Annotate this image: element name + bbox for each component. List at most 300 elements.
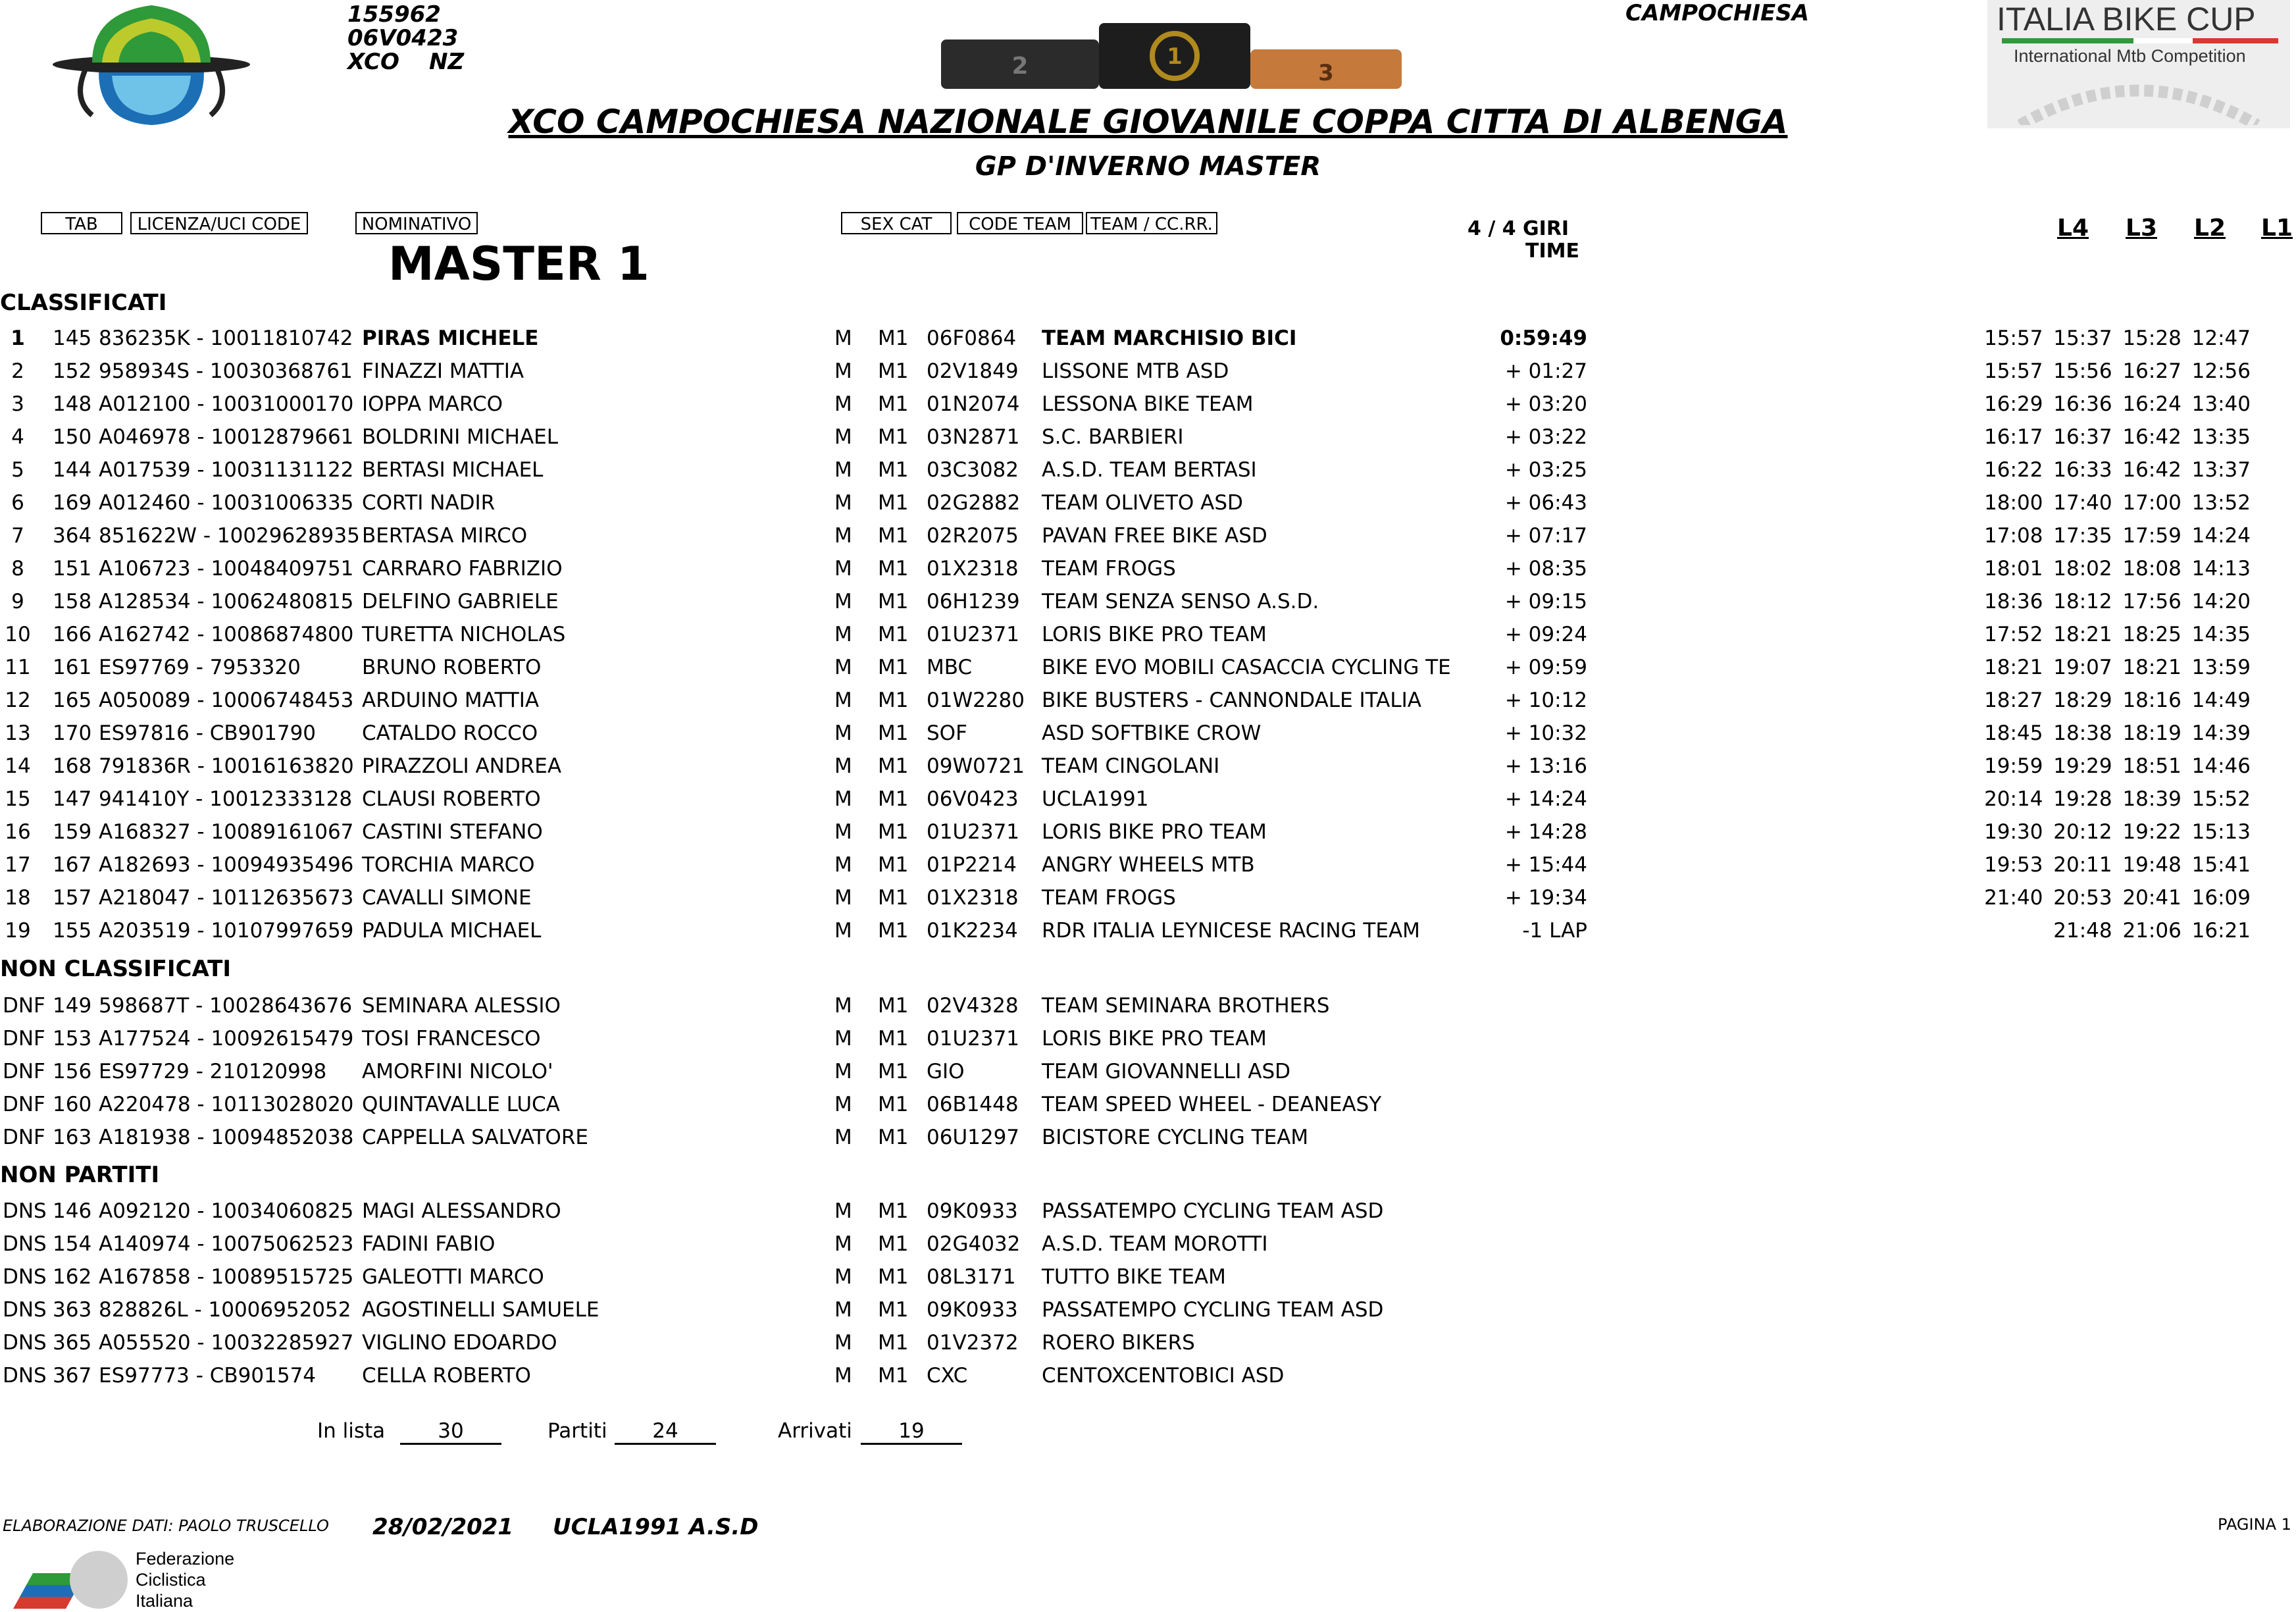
- category: M1: [878, 1265, 909, 1289]
- license-code: A106723 - 10048409751: [99, 557, 354, 581]
- sex: M: [834, 1027, 852, 1051]
- table-row: [0, 914, 2296, 947]
- col-time: TIME: [1525, 240, 1579, 263]
- team-name: S.C. BARBIERI: [1042, 425, 1184, 449]
- col-sex-cat: SEX CAT: [841, 212, 952, 234]
- rider-name: BERTASA MIRCO: [362, 524, 528, 548]
- team-name: ROERO BIKERS: [1042, 1331, 1195, 1355]
- license-code: ES97729 - 210120998: [99, 1060, 327, 1083]
- rider-name: CAVALLI SIMONE: [362, 886, 532, 910]
- lap-times: 21:40 20:53 20:41 16:09: [1984, 886, 2251, 910]
- category: M1: [878, 721, 909, 745]
- race-time: 0:59:49: [1500, 326, 1587, 350]
- license-code: A140974 - 10075062523: [99, 1232, 354, 1256]
- bib-number: 168: [53, 754, 92, 778]
- sex: M: [834, 1265, 852, 1289]
- rider-name: CATALDO ROCCO: [362, 721, 538, 745]
- table-row: [0, 454, 2296, 486]
- table-row: [0, 618, 2296, 651]
- team-code: 01K2234: [927, 919, 1018, 943]
- rider-name: FINAZZI MATTIA: [362, 359, 524, 383]
- rank: DNS: [3, 1331, 47, 1355]
- rider-name: FADINI FABIO: [362, 1232, 496, 1256]
- category: M1: [878, 1093, 909, 1116]
- bib-number: 152: [53, 359, 92, 383]
- rank: 18: [5, 886, 31, 910]
- logo-right-sub: International Mtb Competition: [2014, 46, 2246, 66]
- team-code: 09K0933: [927, 1199, 1018, 1223]
- lap-times: 16:29 16:36 16:24 13:40: [1984, 392, 2251, 416]
- team-name: TEAM GIOVANNELLI ASD: [1042, 1060, 1291, 1083]
- category: M1: [878, 326, 909, 350]
- sex: M: [834, 1364, 852, 1388]
- rider-name: TORCHIA MARCO: [362, 853, 535, 877]
- table-row: [0, 1326, 2296, 1359]
- category: M1: [878, 886, 909, 910]
- table-row: [0, 783, 2296, 816]
- bib-number: 149: [53, 994, 92, 1018]
- bib-number: 147: [53, 787, 92, 811]
- sex: M: [834, 524, 852, 548]
- rank: 19: [5, 919, 31, 943]
- rider-name: BOLDRINI MICHAEL: [362, 425, 559, 449]
- rank: 4: [11, 425, 24, 449]
- license-code: ES97773 - CB901574: [99, 1364, 317, 1388]
- rank: 11: [5, 656, 31, 679]
- sex: M: [834, 1093, 852, 1116]
- table-row: [0, 552, 2296, 585]
- rider-name: IOPPA MARCO: [362, 392, 503, 416]
- section-not-started: NON PARTITI: [0, 1162, 160, 1188]
- svg-text:3: 3: [1318, 60, 1334, 86]
- rider-name: ARDUINO MATTIA: [362, 689, 540, 712]
- table-row: [0, 1293, 2296, 1326]
- team-code: SOF: [927, 721, 967, 745]
- bib-number: 151: [53, 557, 92, 581]
- race-time: + 09:15: [1504, 590, 1587, 613]
- race-time: -1 LAP: [1522, 919, 1587, 943]
- col-giri: 4 / 4 GIRI: [1467, 217, 1569, 240]
- team-name: TUTTO BIKE TEAM: [1042, 1265, 1226, 1289]
- team-code: 01V2372: [927, 1331, 1019, 1355]
- team-name: ANGRY WHEELS MTB: [1042, 853, 1255, 877]
- category: M1: [878, 656, 909, 679]
- rider-name: CAPPELLA SALVATORE: [362, 1126, 588, 1149]
- race-time: + 09:24: [1504, 623, 1587, 646]
- sex: M: [834, 919, 852, 943]
- table-row: [0, 1055, 2296, 1088]
- table-row: [0, 750, 2296, 783]
- table-row: [0, 1088, 2296, 1121]
- col-lap-3: L3: [2126, 215, 2157, 242]
- rank: 14: [5, 754, 31, 778]
- lap-times: 19:53 20:11 19:48 15:41: [1984, 853, 2251, 877]
- table-row: [0, 355, 2296, 388]
- sex: M: [834, 1060, 852, 1083]
- rank: DNF: [3, 994, 45, 1018]
- in-lista-label: In lista: [317, 1419, 386, 1443]
- bib-number: 154: [53, 1232, 92, 1256]
- arrivati-label: Arrivati: [778, 1419, 852, 1443]
- license-code: A177524 - 10092615479: [99, 1027, 354, 1051]
- category: M1: [878, 1364, 909, 1388]
- rank: DNS: [3, 1265, 47, 1289]
- race-title: XCO CAMPOCHIESA NAZIONALE GIOVANILE COPPA CITTA DI ALBENGA: [508, 103, 1788, 141]
- team-code: 08L3171: [927, 1265, 1016, 1289]
- event-code: 155962: [347, 1, 441, 28]
- bib-number: 166: [53, 623, 92, 646]
- footer-date: 28/02/2021: [372, 1514, 514, 1540]
- team-name: TEAM SEMINARA BROTHERS: [1042, 994, 1330, 1018]
- bib-number: 367: [53, 1364, 92, 1388]
- category: M1: [878, 491, 909, 515]
- rank: DNF: [3, 1126, 45, 1149]
- sex: M: [834, 721, 852, 745]
- bib-number: 153: [53, 1027, 92, 1051]
- sex: M: [834, 886, 852, 910]
- team-name: PAVAN FREE BIKE ASD: [1042, 524, 1267, 548]
- bib-number: 158: [53, 590, 92, 613]
- team-code: 02R2075: [927, 524, 1019, 548]
- team-code: 09W0721: [927, 754, 1025, 778]
- fci-logo-icon: [7, 1547, 138, 1610]
- sex: M: [834, 1126, 852, 1149]
- race-time: + 03:25: [1504, 458, 1587, 482]
- table-row: [0, 1121, 2296, 1154]
- bib-number: 161: [53, 656, 92, 679]
- team-code: 01P2214: [927, 853, 1017, 877]
- license-code: 958934S - 10030368761: [99, 359, 353, 383]
- col-name: NOMINATIVO: [355, 212, 478, 234]
- rider-name: CASTINI STEFANO: [362, 820, 543, 844]
- discipline: XCO: [347, 49, 399, 75]
- team-code: 02V1849: [927, 359, 1019, 383]
- license-code: A220478 - 10113028020: [99, 1093, 354, 1116]
- category: M1: [878, 787, 909, 811]
- rider-name: PADULA MICHAEL: [362, 919, 542, 943]
- rider-name: PIRAS MICHELE: [362, 326, 539, 350]
- category: M1: [878, 1126, 909, 1149]
- license-code: A050089 - 10006748453: [99, 689, 354, 712]
- category: M1: [878, 524, 909, 548]
- table-row: [0, 651, 2296, 684]
- category: M1: [878, 1027, 909, 1051]
- race-time: + 01:27: [1504, 359, 1587, 383]
- rank: 2: [11, 359, 24, 383]
- sex: M: [834, 853, 852, 877]
- level: NZ: [429, 49, 465, 75]
- rider-name: TOSI FRANCESCO: [362, 1027, 541, 1051]
- license-code: ES97816 - CB901790: [99, 721, 317, 745]
- team-name: UCLA1991: [1042, 787, 1149, 811]
- page-number: PAGINA 1: [2218, 1515, 2291, 1534]
- team-name: A.S.D. TEAM MOROTTI: [1042, 1232, 1268, 1256]
- team-code: MBC: [927, 656, 973, 679]
- license-code: A167858 - 10089515725: [99, 1265, 354, 1289]
- race-time: + 06:43: [1504, 491, 1587, 515]
- rank: 15: [5, 787, 31, 811]
- rank: DNS: [3, 1298, 47, 1322]
- bib-number: 144: [53, 458, 92, 482]
- race-time: + 09:59: [1504, 656, 1587, 679]
- rank: 12: [5, 689, 31, 712]
- team-code: GIO: [927, 1060, 965, 1083]
- sex: M: [834, 1199, 852, 1223]
- lap-times: 18:21 19:07 18:21 13:59: [1984, 656, 2251, 679]
- lap-times: 18:27 18:29 18:16 14:49: [1984, 689, 2251, 712]
- sex: M: [834, 359, 852, 383]
- bib-number: 364: [53, 524, 92, 548]
- table-row: [0, 322, 2296, 355]
- category: M1: [878, 754, 909, 778]
- sex: M: [834, 425, 852, 449]
- rank: 13: [5, 721, 31, 745]
- category: M1: [878, 1232, 909, 1256]
- license-code: A168327 - 10089161067: [99, 820, 354, 844]
- team-code: 06F0864: [927, 326, 1017, 350]
- sex: M: [834, 491, 852, 515]
- license-code: A055520 - 10032285927: [99, 1331, 354, 1355]
- category: M1: [878, 853, 909, 877]
- team-code: 09K0933: [927, 1298, 1018, 1322]
- podium-image: [934, 0, 1408, 92]
- team-code: 02V4328: [927, 994, 1019, 1018]
- bib-number: 146: [53, 1199, 92, 1223]
- category: M1: [878, 1199, 909, 1223]
- lap-times: 17:52 18:21 18:25 14:35: [1984, 623, 2251, 646]
- elaborazione: ELABORAZIONE DATI: PAOLO TRUSCELLO: [3, 1517, 329, 1535]
- team-name: LESSONA BIKE TEAM: [1042, 392, 1254, 416]
- category: M1: [878, 1331, 909, 1355]
- table-row: [0, 519, 2296, 552]
- table-row: [0, 1228, 2296, 1261]
- race-time: + 08:35: [1504, 557, 1587, 581]
- bib-number: 170: [53, 721, 92, 745]
- rider-name: BERTASI MICHAEL: [362, 458, 544, 482]
- team-name: ASD SOFTBIKE CROW: [1042, 721, 1262, 745]
- lap-times: 18:36 18:12 17:56 14:20: [1984, 590, 2251, 613]
- sex: M: [834, 820, 852, 844]
- license-code: A128534 - 10062480815: [99, 590, 354, 613]
- team-code: 02G4032: [927, 1232, 1021, 1256]
- col-lap-4: L4: [2057, 215, 2089, 242]
- race-time: + 14:24: [1504, 787, 1587, 811]
- bib-number: 160: [53, 1093, 92, 1116]
- table-row: [0, 717, 2296, 750]
- team-name: TEAM MARCHISIO BICI: [1042, 326, 1297, 350]
- col-tab: TAB: [41, 212, 122, 234]
- team-name: TEAM OLIVETO ASD: [1042, 491, 1243, 515]
- category: M1: [878, 689, 909, 712]
- license-code: A017539 - 10031131122: [99, 458, 354, 482]
- col-team: TEAM / CC.RR.: [1086, 212, 1217, 234]
- lap-times: 18:01 18:02 18:08 14:13: [1984, 557, 2251, 581]
- race-time: + 13:16: [1504, 754, 1587, 778]
- team-code: 01X2318: [927, 557, 1019, 581]
- table-row: [0, 816, 2296, 848]
- category: M1: [878, 458, 909, 482]
- license-code: A092120 - 10034060825: [99, 1199, 354, 1223]
- lap-times: 20:14 19:28 18:39 15:52: [1984, 787, 2251, 811]
- rider-name: PIRAZZOLI ANDREA: [362, 754, 562, 778]
- lap-times: 19:30 20:12 19:22 15:13: [1984, 820, 2251, 844]
- race-time: + 07:17: [1504, 524, 1587, 548]
- lap-times: 16:17 16:37 16:42 13:35: [1984, 425, 2251, 449]
- bib-number: 156: [53, 1060, 92, 1083]
- race-time: + 10:12: [1504, 689, 1587, 712]
- sex: M: [834, 1232, 852, 1256]
- bib-number: 162: [53, 1265, 92, 1289]
- rank: 6: [11, 491, 24, 515]
- sex: M: [834, 754, 852, 778]
- sex: M: [834, 458, 852, 482]
- team-name: LORIS BIKE PRO TEAM: [1042, 1027, 1267, 1051]
- team-name: PASSATEMPO CYCLING TEAM ASD: [1042, 1199, 1384, 1223]
- race-subtitle: GP D'INVERNO MASTER: [975, 151, 1321, 182]
- team-name: LORIS BIKE PRO TEAM: [1042, 623, 1267, 646]
- license-code: A012460 - 10031006335: [99, 491, 354, 515]
- license-code: A046978 - 10012879661: [99, 425, 354, 449]
- lap-times: 17:08 17:35 17:59 14:24: [1984, 524, 2251, 548]
- category: M1: [878, 919, 909, 943]
- bib-number: 169: [53, 491, 92, 515]
- table-row: [0, 486, 2296, 519]
- bib-number: 159: [53, 820, 92, 844]
- rank: 8: [11, 557, 24, 581]
- fci-line-3: Italiana: [136, 1591, 193, 1611]
- sex: M: [834, 326, 852, 350]
- race-time: + 10:32: [1504, 721, 1587, 745]
- bib-number: 150: [53, 425, 92, 449]
- table-row: [0, 1022, 2296, 1055]
- col-code-team: CODE TEAM: [957, 212, 1083, 234]
- sex: M: [834, 1298, 852, 1322]
- team-name: BIKE BUSTERS - CANNONDALE ITALIA: [1042, 689, 1422, 712]
- category: M1: [878, 623, 909, 646]
- rank: DNF: [3, 1060, 45, 1083]
- team-code: 01U2371: [927, 623, 1020, 646]
- bib-number: 165: [53, 689, 92, 712]
- rank: 5: [11, 458, 24, 482]
- team-code: 06U1297: [927, 1126, 1020, 1149]
- team-name: A.S.D. TEAM BERTASI: [1042, 458, 1257, 482]
- team-code: CXC: [927, 1364, 968, 1388]
- col-lap-1: L1: [2261, 215, 2293, 242]
- rank: DNF: [3, 1027, 45, 1051]
- rank: 17: [5, 853, 31, 877]
- team-code: 03N2871: [927, 425, 1020, 449]
- license-code: 851622W - 10029628935: [99, 524, 360, 548]
- rank: 16: [5, 820, 31, 844]
- team-code: 06V0423: [927, 787, 1019, 811]
- in-lista-value: 30: [400, 1419, 501, 1445]
- team-code: 03C3082: [927, 458, 1019, 482]
- license-code: A012100 - 10031000170: [99, 392, 354, 416]
- table-row: [0, 388, 2296, 421]
- lap-times: 15:57 15:37 15:28 12:47: [1984, 326, 2251, 350]
- category-title: MASTER 1: [388, 237, 650, 291]
- sex: M: [834, 623, 852, 646]
- race-time: + 19:34: [1504, 886, 1587, 910]
- race-time: + 15:44: [1504, 853, 1587, 877]
- race-time: + 14:28: [1504, 820, 1587, 844]
- rank: 10: [5, 623, 31, 646]
- category: M1: [878, 557, 909, 581]
- rank: 7: [11, 524, 24, 548]
- team-name: BICISTORE CYCLING TEAM: [1042, 1126, 1309, 1149]
- license-code: A218047 - 10112635673: [99, 886, 354, 910]
- rank: 9: [11, 590, 24, 613]
- table-row: [0, 1359, 2296, 1392]
- license-code: A162742 - 10086874800: [99, 623, 354, 646]
- team-name: TEAM CINGOLANI: [1042, 754, 1220, 778]
- rank: 3: [11, 392, 24, 416]
- team-name: LORIS BIKE PRO TEAM: [1042, 820, 1267, 844]
- category: M1: [878, 1060, 909, 1083]
- rider-name: CORTI NADIR: [362, 491, 496, 515]
- partiti-label: Partiti: [548, 1419, 607, 1443]
- rider-name: DELFINO GABRIELE: [362, 590, 559, 613]
- bib-number: 155: [53, 919, 92, 943]
- sex: M: [834, 1331, 852, 1355]
- category: M1: [878, 820, 909, 844]
- team-name: TEAM FROGS: [1042, 886, 1176, 910]
- rider-name: TURETTA NICHOLAS: [362, 623, 566, 646]
- venue: CAMPOCHIESA: [1625, 0, 1810, 26]
- table-row: [0, 989, 2296, 1022]
- partiti-value: 24: [615, 1419, 716, 1445]
- table-row: [0, 585, 2296, 618]
- team-name: BIKE EVO MOBILI CASACCIA CYCLING TE: [1042, 656, 1451, 679]
- sex: M: [834, 689, 852, 712]
- sex: M: [834, 590, 852, 613]
- category: M1: [878, 590, 909, 613]
- section-not-classified: NON CLASSIFICATI: [0, 956, 232, 982]
- team-code: 01N2074: [927, 392, 1020, 416]
- team-code: 01X2318: [927, 886, 1019, 910]
- team-name: PASSATEMPO CYCLING TEAM ASD: [1042, 1298, 1384, 1322]
- fci-line-2: Ciclistica: [136, 1570, 206, 1590]
- lap-times: 19:59 19:29 18:51 14:46: [1984, 754, 2251, 778]
- sex: M: [834, 994, 852, 1018]
- license-code: A203519 - 10107997659: [99, 919, 354, 943]
- team-code: 06V0423: [347, 25, 459, 51]
- rank: DNF: [3, 1093, 45, 1116]
- rank: 1: [11, 326, 25, 350]
- arrivati-value: 19: [861, 1419, 962, 1445]
- license-code: A182693 - 10094935496: [99, 853, 354, 877]
- license-code: 791836R - 10016163820: [99, 754, 354, 778]
- table-row: [0, 684, 2296, 717]
- rider-name: CLAUSI ROBERTO: [362, 787, 541, 811]
- table-row: [0, 881, 2296, 914]
- team-code: 01U2371: [927, 1027, 1020, 1051]
- footer-org: UCLA1991 A.S.D: [553, 1514, 759, 1540]
- team-name: RDR ITALIA LEYNICESE RACING TEAM: [1042, 919, 1420, 943]
- rider-name: CELLA ROBERTO: [362, 1364, 531, 1388]
- lap-times: 16:22 16:33 16:42 13:37: [1984, 458, 2251, 482]
- podium-icon: [934, 0, 1408, 92]
- rider-name: QUINTAVALLE LUCA: [362, 1093, 560, 1116]
- bib-number: 148: [53, 392, 92, 416]
- license-code: 941410Y - 10012333128: [99, 787, 353, 811]
- license-code: 598687T - 10028643676: [99, 994, 353, 1018]
- team-name: TEAM FROGS: [1042, 557, 1176, 581]
- bib-number: 363: [53, 1298, 92, 1322]
- sex: M: [834, 656, 852, 679]
- category: M1: [878, 425, 909, 449]
- category: M1: [878, 994, 909, 1018]
